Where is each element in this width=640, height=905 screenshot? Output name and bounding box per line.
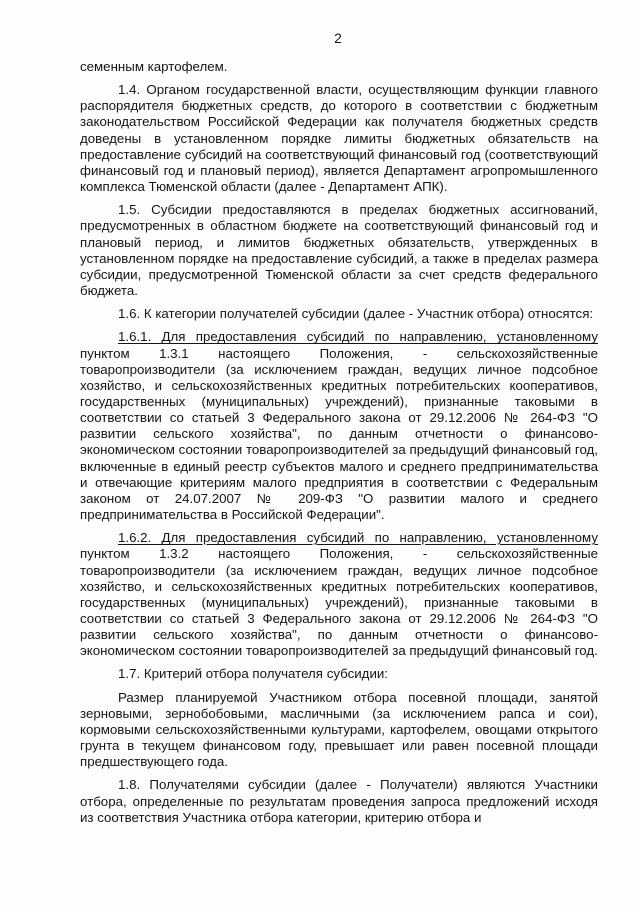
paragraph-1-6: 1.6. К категории получателей субсидии (далее - Участник отбора) относятся: <box>118 306 594 322</box>
paragraph-1-6-1-text: пунктом 1.3.1 настоящего Положения, - сельскохозяйственные товаропроизводители (за исключением граждан, ведущих личное подсобное хозяйство, и сельскохозяйственных кредитных потребительских кооперативов, государственных (муниципальных) учреждений), признанные таковыми в соответствии со статьей 3 Федерального закона от 29.12.2006 № 264-ФЗ "О развитии сельского хозяйства", по данным отчетности о финансово-экономическом состоянии товаропроизводителей за предыдущий финансовый год, включенные в единый реестр субъектов малого и среднего предпринимательства и отвечающие критериям малого предприятия в соответствии с Федеральным законом от 24.07.2007 № 209-ФЗ "О развитии малого и среднего предпринимательства в Российской Федерации". <box>80 345 598 523</box>
paragraph-1-6-2 <box>80 530 598 659</box>
paragraph-continuation: семенным картофелем. <box>80 59 228 74</box>
paragraph-criterion: Размер планируемой Участником отбора посевной площади, занятой зерновыми, зернобобовыми, масличными (за исключением рапса и сои), кормовыми сельскохозяйственными культурами, картофелем, овощами открытого грунта в текущем финансовом году, превышает или равен посевной площади предшествующего года. <box>80 689 598 770</box>
paragraph-1-6-2-text: пунктом 1.3.2 настоящего Положения, - сельскохозяйственные товаропроизводители (за исключением граждан, ведущих личное подсобное хозяйство, и сельскохозяйственных кредитных потребительских кооперативов, государственных (муниципальных) учреждений), признанные таковыми в соответствии со статьей 3 Федерального закона от 29.12.2006 № 264-ФЗ "О развитии сельского хозяйства", по данным отчетности о финансово-экономическом состоянии товаропроизводителей за предыдущий финансовый год. <box>80 546 598 659</box>
paragraph-1-6-1-underlined: 1.6.1. Для предоставления субсидий по направлению, установленному <box>118 329 598 345</box>
document-body <box>80 59 598 826</box>
paragraph-1-5: 1.5. Субсидии предоставляются в пределах бюджетных ассигнований, предусмотренных в областном бюджете на соответствующий финансовый год и плановый период, и лимитов бюджетных обязательств, утвержденных в установленном порядке на предоставление субсидий, а также в пределах размера субсидии, предусмотренной Тюменской области за счет средств федерального бюджета. <box>80 202 598 299</box>
page-number: 2 <box>334 31 342 46</box>
paragraph-1-8: 1.8. Получателями субсидии (далее - Получатели) являются Участники отбора, определенные по результатам проведения запроса предложений исходя из соответствия Участника отбора категории, критерию отбора и <box>80 777 598 825</box>
paragraph-1-4: 1.4. Органом государственной власти, осуществляющим функции главного распорядителя бюджетных средств, до которого в соответствии с бюджетным законодательством Российской Федерации как получателя бюджетных средств доведены в установленном порядке лимиты бюджетных обязательств на предоставление субсидий на соответствующий финансовый год (соответствующий финансовый год и плановый период), является Департамент агропромышленного комплекса Тюменской области (далее - Департамент АПК). <box>80 82 598 195</box>
paragraph-1-6-1 <box>80 329 598 523</box>
paragraph-1-6-2-underlined: 1.6.2. Для предоставления субсидий по направлению, установленному <box>118 530 598 546</box>
paragraph-1-7: 1.7. Критерий отбора получателя субсидии: <box>118 666 388 682</box>
